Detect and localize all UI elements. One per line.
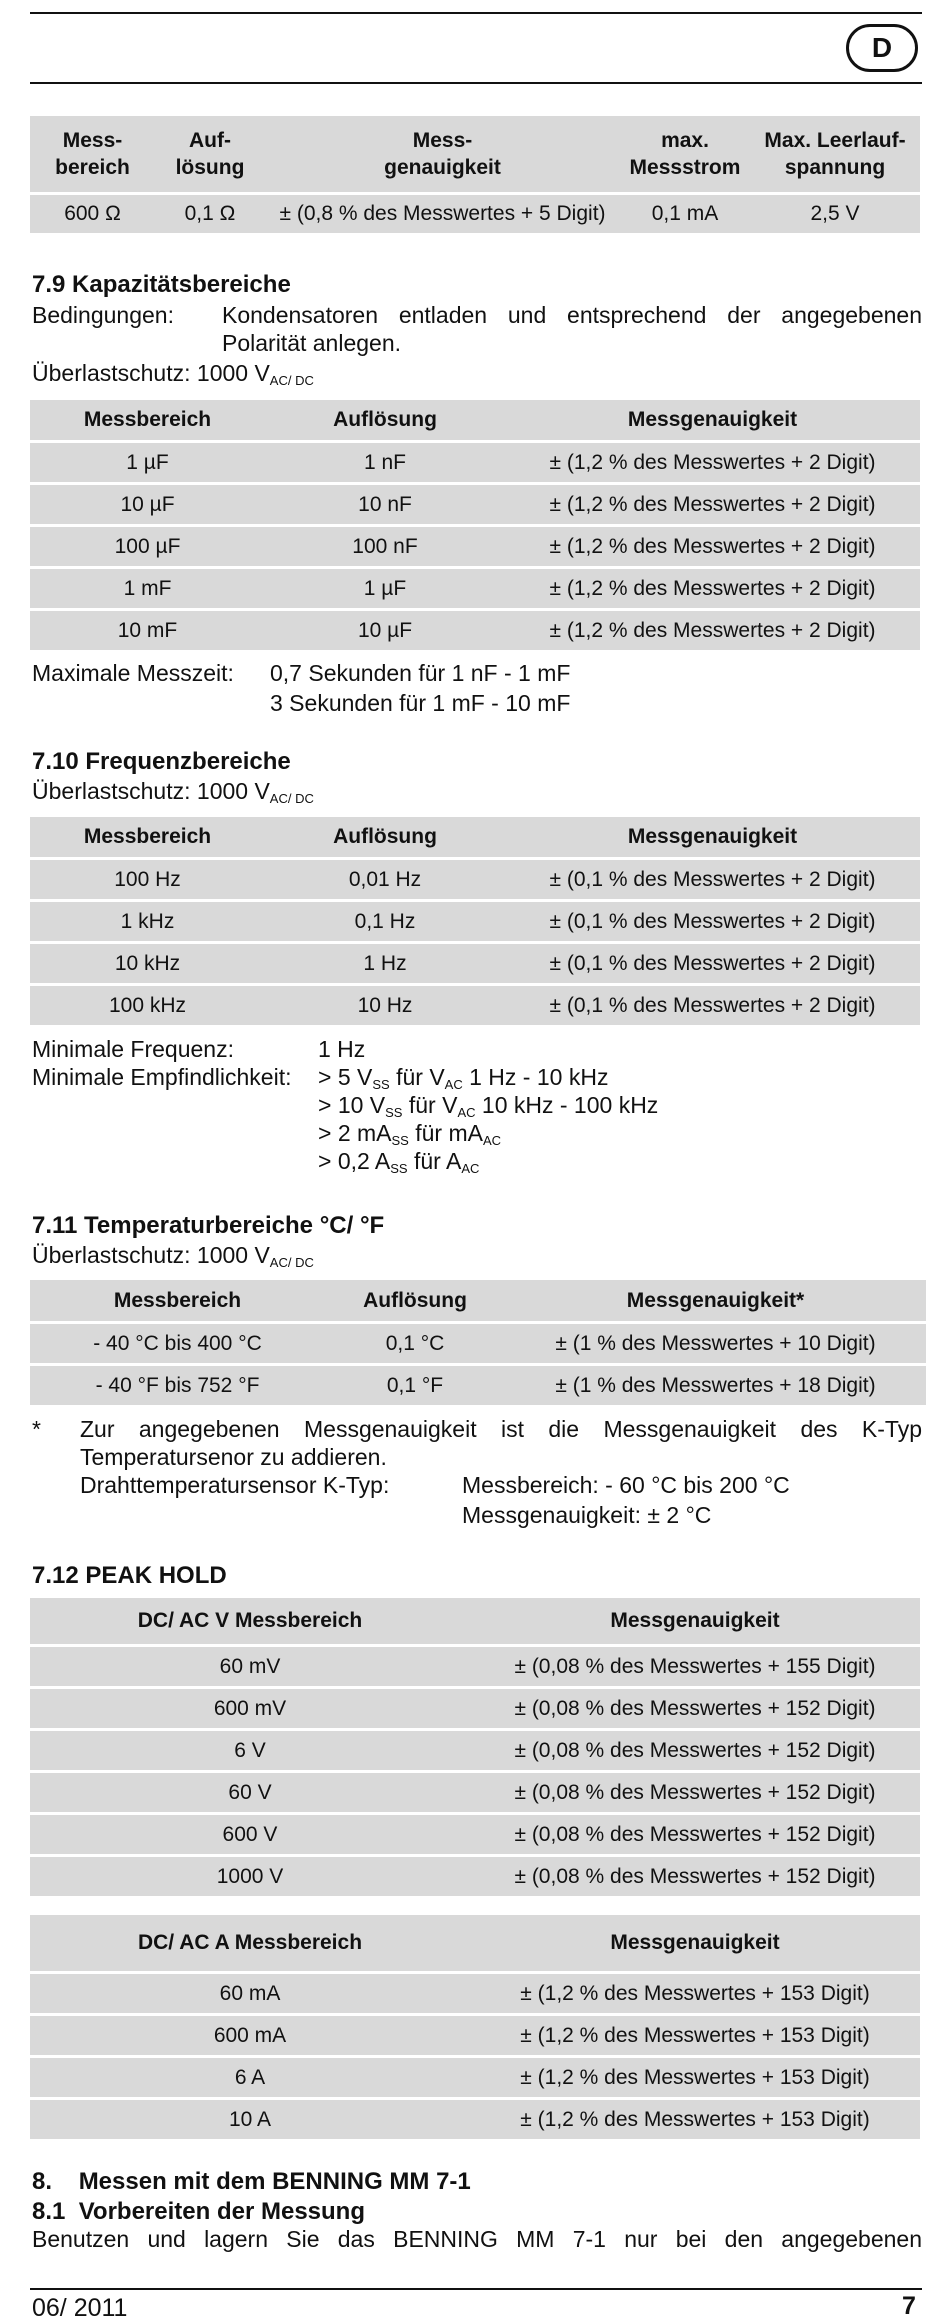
peak-hold-voltage-table [30, 1598, 920, 1899]
table-header-row [30, 116, 920, 192]
table-header-row [30, 400, 920, 440]
header-cell: DC/ AC A Messbereich [137, 1931, 363, 1954]
section-title-7-11: 7.11 Temperaturbereiche °C/ °F [32, 1212, 385, 1239]
table-cell: ± (1,2 % des Messwertes + 2 Digit) [549, 492, 876, 516]
section-title-8: 8. Messen mit dem BENNING MM 7-1 [32, 2168, 471, 2195]
table-row [30, 485, 920, 524]
table-row [30, 1773, 920, 1812]
table-row [30, 569, 920, 608]
table-row [30, 1647, 920, 1686]
table-cell: 10 µF [357, 618, 413, 642]
overload-protection: Überlastschutz: 1000 $V_{AC/ DC}$ [32, 778, 314, 806]
table-cell: ± (1,2 % des Messwertes + 153 Digit) [520, 2023, 870, 2047]
min-frequency-label: Minimale Frequenz: [32, 1036, 234, 1062]
temperature-table [30, 1280, 926, 1408]
header-cell: DC/ AC V Messbereich [137, 1609, 363, 1632]
sensitivity-line: > 0,2 $A_{SS}$ für $A_{AC}$ [318, 1148, 480, 1176]
conditions-text-2: Polarität anlegen. [222, 330, 402, 356]
table-cell: 10 µF [120, 492, 175, 516]
table-cell: 100 Hz [114, 867, 181, 891]
table-cell: ± (0,08 % des Messwertes + 152 Digit) [514, 1738, 876, 1762]
table-row [30, 860, 920, 899]
table-cell: 0,1 Hz [354, 909, 416, 933]
header-cell: Messgenauigkeit [610, 1609, 780, 1632]
table-cell: 1000 V [216, 1864, 284, 1888]
table-cell: 1 µF [363, 576, 407, 600]
table-cell: 60 V [228, 1780, 272, 1804]
table-header-row [30, 1915, 920, 1971]
table-row [30, 2058, 920, 2097]
resistance-table [30, 116, 920, 236]
table-cell: 600 mV [213, 1696, 287, 1720]
table-cell: 100 nF [352, 534, 418, 558]
table-row [30, 986, 920, 1025]
table-cell: 1 kHz [120, 909, 175, 933]
table-cell: ± (1,2 % des Messwertes + 153 Digit) [520, 2107, 870, 2131]
table-cell: ± (0,08 % des Messwertes + 152 Digit) [514, 1864, 876, 1888]
section-8-text: Benutzen und lagern Sie das BENNING MM 7-1 nur bei den angegebenen [32, 2226, 922, 2252]
header-cell: Max. Leerlauf- spannung [764, 129, 906, 179]
frequency-table [30, 817, 920, 1028]
table-cell: ± (0,1 % des Messwertes + 2 Digit) [549, 909, 876, 933]
table-cell: 10 nF [358, 492, 412, 516]
table-cell: 600 V [222, 1822, 278, 1846]
table-cell: ± (1,2 % des Messwertes + 2 Digit) [549, 576, 876, 600]
table-cell: ± (0,08 % des Messwertes + 152 Digit) [514, 1822, 876, 1846]
table-row [30, 1324, 926, 1363]
table-cell: - 40 °F bis 752 °F [95, 1373, 260, 1397]
header-cell: Mess- bereich [55, 129, 130, 179]
table-header-row [30, 817, 920, 857]
overload-protection: Überlastschutz: 1000 $V_{AC/ DC}$ [32, 360, 314, 388]
section-title-7-10: 7.10 Frequenzbereiche [32, 748, 291, 775]
header-cell: Mess- genauigkeit [384, 129, 501, 179]
sensor-label: Drahttemperatursensor K-Typ: [80, 1472, 390, 1498]
table-row [30, 1689, 920, 1728]
table-cell: ± (0,1 % des Messwertes + 2 Digit) [549, 993, 876, 1017]
table-row [30, 195, 920, 233]
sensitivity-line: > 5 $V_{SS}$ für $V_{AC}$ 1 Hz - 10 kHz [318, 1064, 609, 1092]
table-cell: ± (0,08 % des Messwertes + 152 Digit) [514, 1780, 876, 1804]
table-cell: 6 V [234, 1738, 266, 1762]
footer-date: 06/ 2011 [32, 2294, 128, 2322]
table-cell: 100 kHz [108, 993, 187, 1017]
header-cell: Messbereich [83, 825, 212, 848]
min-sensitivity-label: Minimale Empfindlichkeit: [32, 1064, 292, 1090]
table-cell: ± (0,08 % des Messwertes + 152 Digit) [514, 1696, 876, 1720]
table-cell: 1 Hz [363, 951, 407, 975]
sensor-range: Messbereich: - 60 °C bis 200 °C [462, 1472, 790, 1498]
table-cell: ± (1,2 % des Messwertes + 153 Digit) [520, 1981, 870, 2005]
table-cell: 600 Ω [64, 202, 121, 225]
table-cell: 600 mA [213, 2023, 287, 2047]
table-cell: 10 Hz [357, 993, 413, 1017]
table-cell: ± (0,8 % des Messwertes + 5 Digit) [279, 202, 606, 225]
sensor-accuracy: Messgenauigkeit: ± 2 °C [462, 1502, 712, 1528]
header-cell: Messbereich [83, 408, 212, 431]
capacitance-table [30, 400, 920, 653]
table-cell: 60 mA [219, 1981, 281, 2005]
header-cell: Messgenauigkeit [610, 1931, 780, 1954]
table-cell: 60 mV [219, 1654, 281, 1678]
table-header-row [30, 1280, 926, 1321]
section-title-7-12: 7.12 PEAK HOLD [32, 1562, 227, 1589]
header-cell: Auflösung [363, 1288, 467, 1312]
table-cell: ± (1 % des Messwertes + 18 Digit) [555, 1373, 876, 1397]
footnote-line1: Zur angegebenen Messgenauigkeit ist die Messgenauigkeit des K-Typ [80, 1416, 922, 1442]
table-cell: 0,1 Ω [184, 202, 236, 225]
table-cell: 0,1 mA [651, 202, 719, 225]
top-rule [30, 12, 922, 14]
sensitivity-line: > 10 $V_{SS}$ für $V_{AC}$ 10 kHz - 100 kHz [318, 1092, 659, 1120]
table-cell: ± (1,2 % des Messwertes + 2 Digit) [549, 618, 876, 642]
max-measure-time-label: Maximale Messzeit: [32, 660, 234, 686]
table-cell: ± (0,1 % des Messwertes + 2 Digit) [549, 867, 876, 891]
language-badge: D [846, 24, 918, 72]
table-header-row [30, 1598, 920, 1644]
table-row [30, 1731, 920, 1770]
table-row [30, 1366, 926, 1405]
conditions-text: Kondensatoren entladen und entsprechend der angegebenen [222, 302, 922, 328]
table-row [30, 902, 920, 941]
header-cell: Auflösung [333, 825, 437, 848]
table-cell: 6 A [234, 2065, 266, 2089]
max-measure-time-line2: 3 Sekunden für 1 mF - 10 mF [270, 690, 571, 716]
section-title-8-1: 8.1 Vorbereiten der Messung [32, 2198, 365, 2225]
header-cell: Messgenauigkeit* [626, 1288, 805, 1312]
footer-rule [30, 2288, 922, 2290]
table-row [30, 611, 920, 650]
footnote-star: * [32, 1416, 41, 1442]
table-cell: 2,5 V [810, 202, 860, 225]
min-frequency-value: 1 Hz [318, 1036, 366, 1062]
table-cell: ± (1,2 % des Messwertes + 153 Digit) [520, 2065, 870, 2089]
sensitivity-line: > 2 $mA_{SS}$ für $mA_{AC}$ [318, 1120, 502, 1148]
header-cell: max. Messstrom [629, 129, 741, 179]
table-row [30, 944, 920, 983]
table-cell: 1 mF [123, 576, 172, 600]
header-cell: Auf- lösung [175, 129, 245, 179]
conditions-label: Bedingungen: [32, 302, 174, 328]
header-cell: Messgenauigkeit [627, 408, 798, 431]
table-row [30, 1857, 920, 1896]
header-rule [30, 82, 922, 84]
table-cell: 10 mF [117, 618, 178, 642]
footnote-line2: Temperatursenor zu addieren. [80, 1444, 387, 1470]
table-cell: 1 µF [126, 450, 169, 474]
max-measure-time-line1: 0,7 Sekunden für 1 nF - 1 mF [270, 660, 571, 686]
table-cell: 0,1 °F [386, 1373, 444, 1397]
table-cell: 100 µF [114, 534, 181, 558]
header-cell: Auflösung [333, 408, 437, 431]
table-row [30, 527, 920, 566]
table-cell: ± (1,2 % des Messwertes + 2 Digit) [549, 534, 876, 558]
table-cell: 1 nF [363, 450, 407, 474]
table-cell: 0,1 °C [385, 1331, 445, 1355]
table-row [30, 1974, 920, 2013]
table-cell: 10 A [228, 2107, 272, 2131]
table-cell: ± (1,2 % des Messwertes + 2 Digit) [549, 450, 876, 474]
overload-protection: Überlastschutz: 1000 $V_{AC/ DC}$ [32, 1242, 314, 1270]
table-row [30, 443, 920, 482]
table-cell: ± (0,08 % des Messwertes + 155 Digit) [514, 1654, 876, 1678]
table-cell: 0,01 Hz [348, 867, 422, 891]
table-cell: 10 kHz [114, 951, 181, 975]
section-title-7-9: 7.9 Kapazitätsbereiche [32, 271, 291, 298]
table-row [30, 2100, 920, 2139]
table-row [30, 1815, 920, 1854]
header-cell: Messbereich [113, 1288, 242, 1312]
table-cell: ± (0,1 % des Messwertes + 2 Digit) [549, 951, 876, 975]
header-cell: Messgenauigkeit [627, 825, 798, 848]
peak-hold-current-table [30, 1915, 920, 2142]
table-row [30, 2016, 920, 2055]
page-number: 7 [902, 2292, 916, 2320]
table-cell: - 40 °C bis 400 °C [93, 1331, 262, 1355]
table-cell: ± (1 % des Messwertes + 10 Digit) [555, 1331, 876, 1355]
